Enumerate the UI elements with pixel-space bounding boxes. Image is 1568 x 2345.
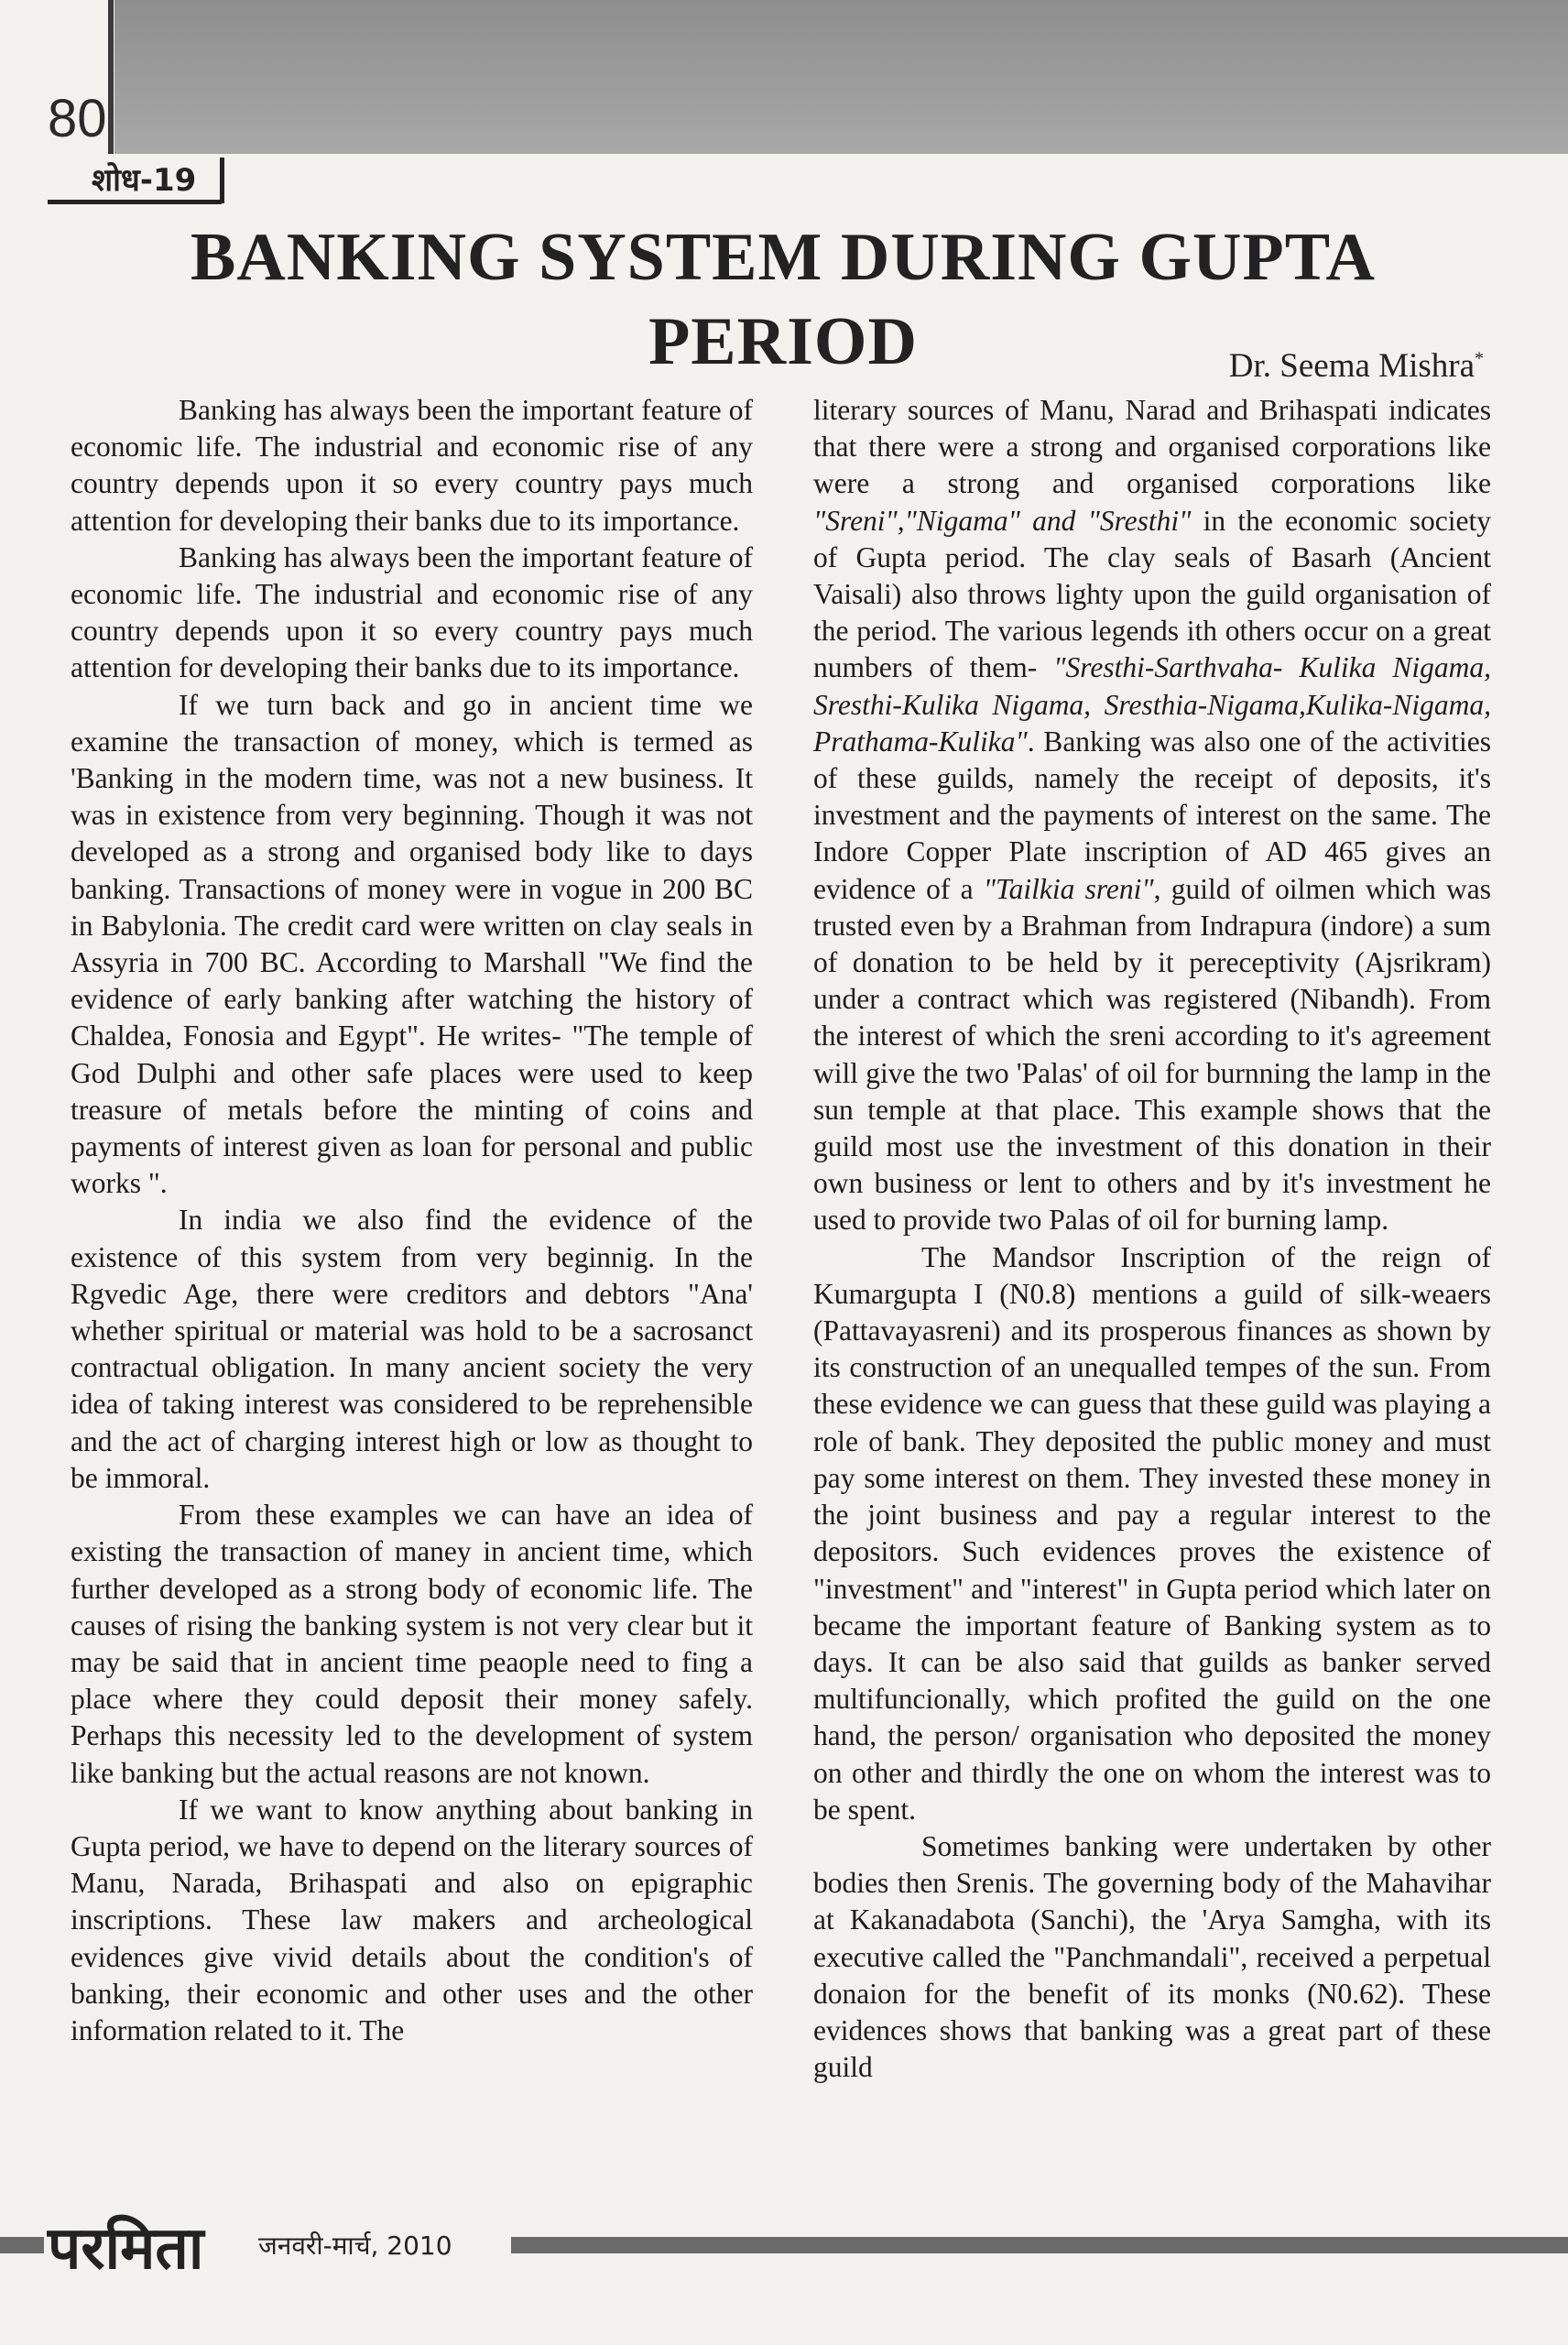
page-number: 80 (48, 89, 107, 148)
paragraph: Sometimes banking were undertaken by other bodies then Srenis. The governing body of the Mahavihar at Kakanadabota (Sanchi), the 'Arya Samgha, with its executive called the "Panchmandali", received a perpetual donaion for the benefit of its monks (N0.62). These evidences shows that banking was a great part of these guild (813, 1829, 1491, 2084)
journal-logo: परमिता (48, 2215, 204, 2283)
issue-date: जनवरी-मार्च, 2010 (258, 2230, 452, 2261)
text-run: . Banking was also one of the activities of these guilds, namely the receipt of deposits, it's investment and the payments of interest on the same. The Indore Copper Plate inscription of AD 465 gives an evidence of a (813, 725, 1491, 905)
series-label: शोध-19 (92, 162, 197, 199)
italic-term: "Sreni","Nigama" and "Sresthi" (813, 504, 1192, 537)
header-divider (108, 0, 114, 154)
article-title: BANKING SYSTEM DURING GUPTA PERIOD (190, 220, 1377, 379)
footer-bar-left (0, 2237, 44, 2253)
paragraph: Banking has always been the important feature of economic life. The industrial and economic rise of any country depends upon it so every country pays much attention for developing their banks due to its importance. (71, 394, 753, 537)
paragraph: Banking has always been the important feature of economic life. The industrial and economic rise of any country depends upon it so every country pays much attention for developing their banks due to its importance. (71, 540, 753, 684)
left-column (71, 392, 753, 2049)
author-name: Dr. Seema Mishra (1228, 347, 1475, 385)
text-run: , guild of oilmen which was trusted even by a Brahman from Indrapura (indore) a sum of donation to be held by it pereceptivity (Ajsrikram) under a contract which was registered (Nibandh). From the interest of which the sreni according to it's agreement will give the two 'Palas' of oil for burnning the lamp in the sun temple at that place. This example shows that the guild most use the investment of this donation in their own business or lent to others and by it's investment he used to provide two Palas of oil for burning lamp. (813, 872, 1491, 1237)
author-footnote-mark: * (1475, 348, 1484, 369)
paragraph: In india we also find the evidence of the existence of this system from very beginnig. In the Rgvedic Age, there were creditors and debtors "Ana' whether spiritual or material was hold to be a sacrosanct contractual obligation. In many ancient society the very idea of taking interest was considered to be reprehensible and the act of charging interest high or low as thought to be immoral. (71, 1204, 753, 1494)
paragraph: The Mandsor Inscription of the reign of Kumargupta I (N0.8) mentions a guild of silk-weaers (Pattavayasreni) and its prosperous finances as shown by its construction of an unequalled tempes of the sun. From these evidence we can guess that these guild was playing a role of bank. They deposited the public money and must pay some interest on them. They invested these money in the joint business and pay a regular interest to the depositors. Such evidences proves the existence of "investment" and "interest" in Gupta period which later on became the important feature of Banking system as to days. It can be also said that guilds as banker served multifuncionally, which profited the guild on the one hand, the person/ organisation who deposited the money on other and thirdly the one on whom the interest was to be spent. (813, 1240, 1492, 1826)
series-underline (48, 200, 222, 204)
footer-bar-right (511, 2237, 1568, 2253)
italic-term: "Tailkia sreni" (983, 872, 1154, 905)
right-column (813, 392, 1491, 2086)
text-run: literary sources of Manu, Narad and Brihaspati indicates that there were a strong and organised corporations like were a strong and organised corporations like (813, 394, 1491, 500)
paragraph: If we want to know anything about banking in Gupta period, we have to depend on the literary sources of Manu, Narada, Brihaspati and also on epigraphic inscriptions. These law makers and archeological evidences give vivid details about the condition's of banking, their economic and other uses and the other information related to it. The (71, 1793, 753, 2046)
paragraph: If we turn back and go in ancient time we examine the transaction of money, which is termed as 'Banking in the modern time, was not a new business. It was in existence from very beginning. Though it was not developed as a strong and organised body like to days banking. Transactions of money were in vogue in 200 BC in Babylonia. The credit card were written on clay seals in Assyria in 700 BC. According to Marshall "We find the evidence of early banking after watching the history of Chaldea, Fonosia and Egypt". He writes- "The temple of God Dulphi and other safe places were used to keep treasure of metals before the minting of coins and payments of interest given as loan for personal and public works ". (71, 688, 753, 1200)
text-run: in the economic society of Gupta period. The clay seals of Basarh (Ancient Vaisali) also throws lighty upon the guild organisation of the period. The various legends ith others occur on a great numbers of them- (813, 504, 1492, 684)
italic-term: "Sresthi-Sarthvaha- Kulika Nigama, Sresthi-Kulika Nigama, Sresthia-Nigama,Kulika-Nigama, Prathama-Kulika" (813, 651, 1491, 758)
header-band (114, 0, 1568, 154)
series-bar (220, 158, 224, 203)
paragraph: From these examples we can have an idea of existing the transaction of maney in ancient time, which further developed as a strong body of economic life. The causes of rising the banking system is not very clear but it may be said that in ancient time peaople need to fing a place where they could deposit their money safely. Perhaps this necessity led to the development of system like banking but the actual reasons are not known. (71, 1499, 753, 1789)
article-author (1229, 346, 1484, 386)
paragraph-continued (813, 392, 1491, 1239)
